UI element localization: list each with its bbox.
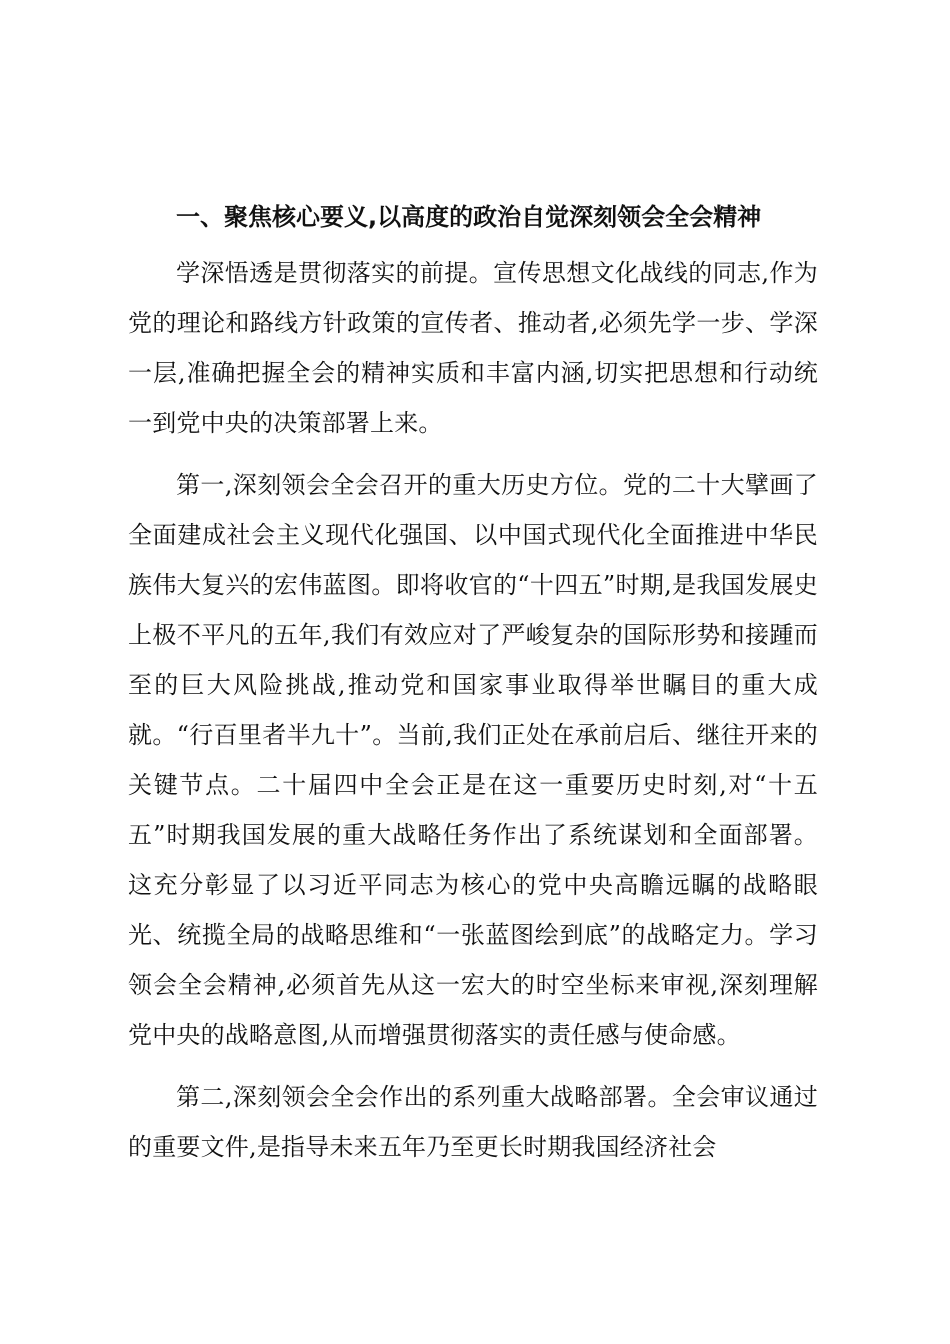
paragraph-second-point: 第二,深刻领会全会作出的系列重大战略部署。全会审议通过的重要文件,是指导未来五年乃至更长时期我国经济社会 xyxy=(128,1083,818,1161)
document-body xyxy=(128,196,818,1184)
paragraph-first-point: 第一,深刻领会全会召开的重大历史方位。党的二十大擘画了全面建成社会主义现代化强国、以中国式现代化全面推进中华民族伟大复兴的宏伟蓝图。即将收官的“十四五”时期,是我国发展史上极不平凡的五年,我们有效应对了严峻复杂的国际形势和接踵而至的巨大风险挑战,推动党和国家事业取得举世瞩目的重大成就。“行百里者半九十”。当前,我们正处在承前启后、继往开来的关键节点。二十届四中全会正是在这一重要历史时刻,对“十五五”时期我国发展的重大战略任务作出了系统谋划和全面部署。这充分彰显了以习近平同志为核心的党中央高瞻远瞩的战略眼光、统揽全局的战略思维和“一张蓝图绘到底”的战略定力。学习领会全会精神,必须首先从这一宏大的时空坐标来审视,深刻理解党中央的战略意图,从而增强贯彻落实的责任感与使命感。 xyxy=(128,471,818,1049)
section-heading: 一、聚焦核心要义,以高度的政治自觉深刻领会全会精神 xyxy=(176,203,762,231)
paragraph-intro: 学深悟透是贯彻落实的前提。宣传思想文化战线的同志,作为党的理论和路线方针政策的宣传者、推动者,必须先学一步、学深一层,准确把握全会的精神实质和丰富内涵,切实把思想和行动统一到党中央的决策部署上来。 xyxy=(128,259,818,437)
